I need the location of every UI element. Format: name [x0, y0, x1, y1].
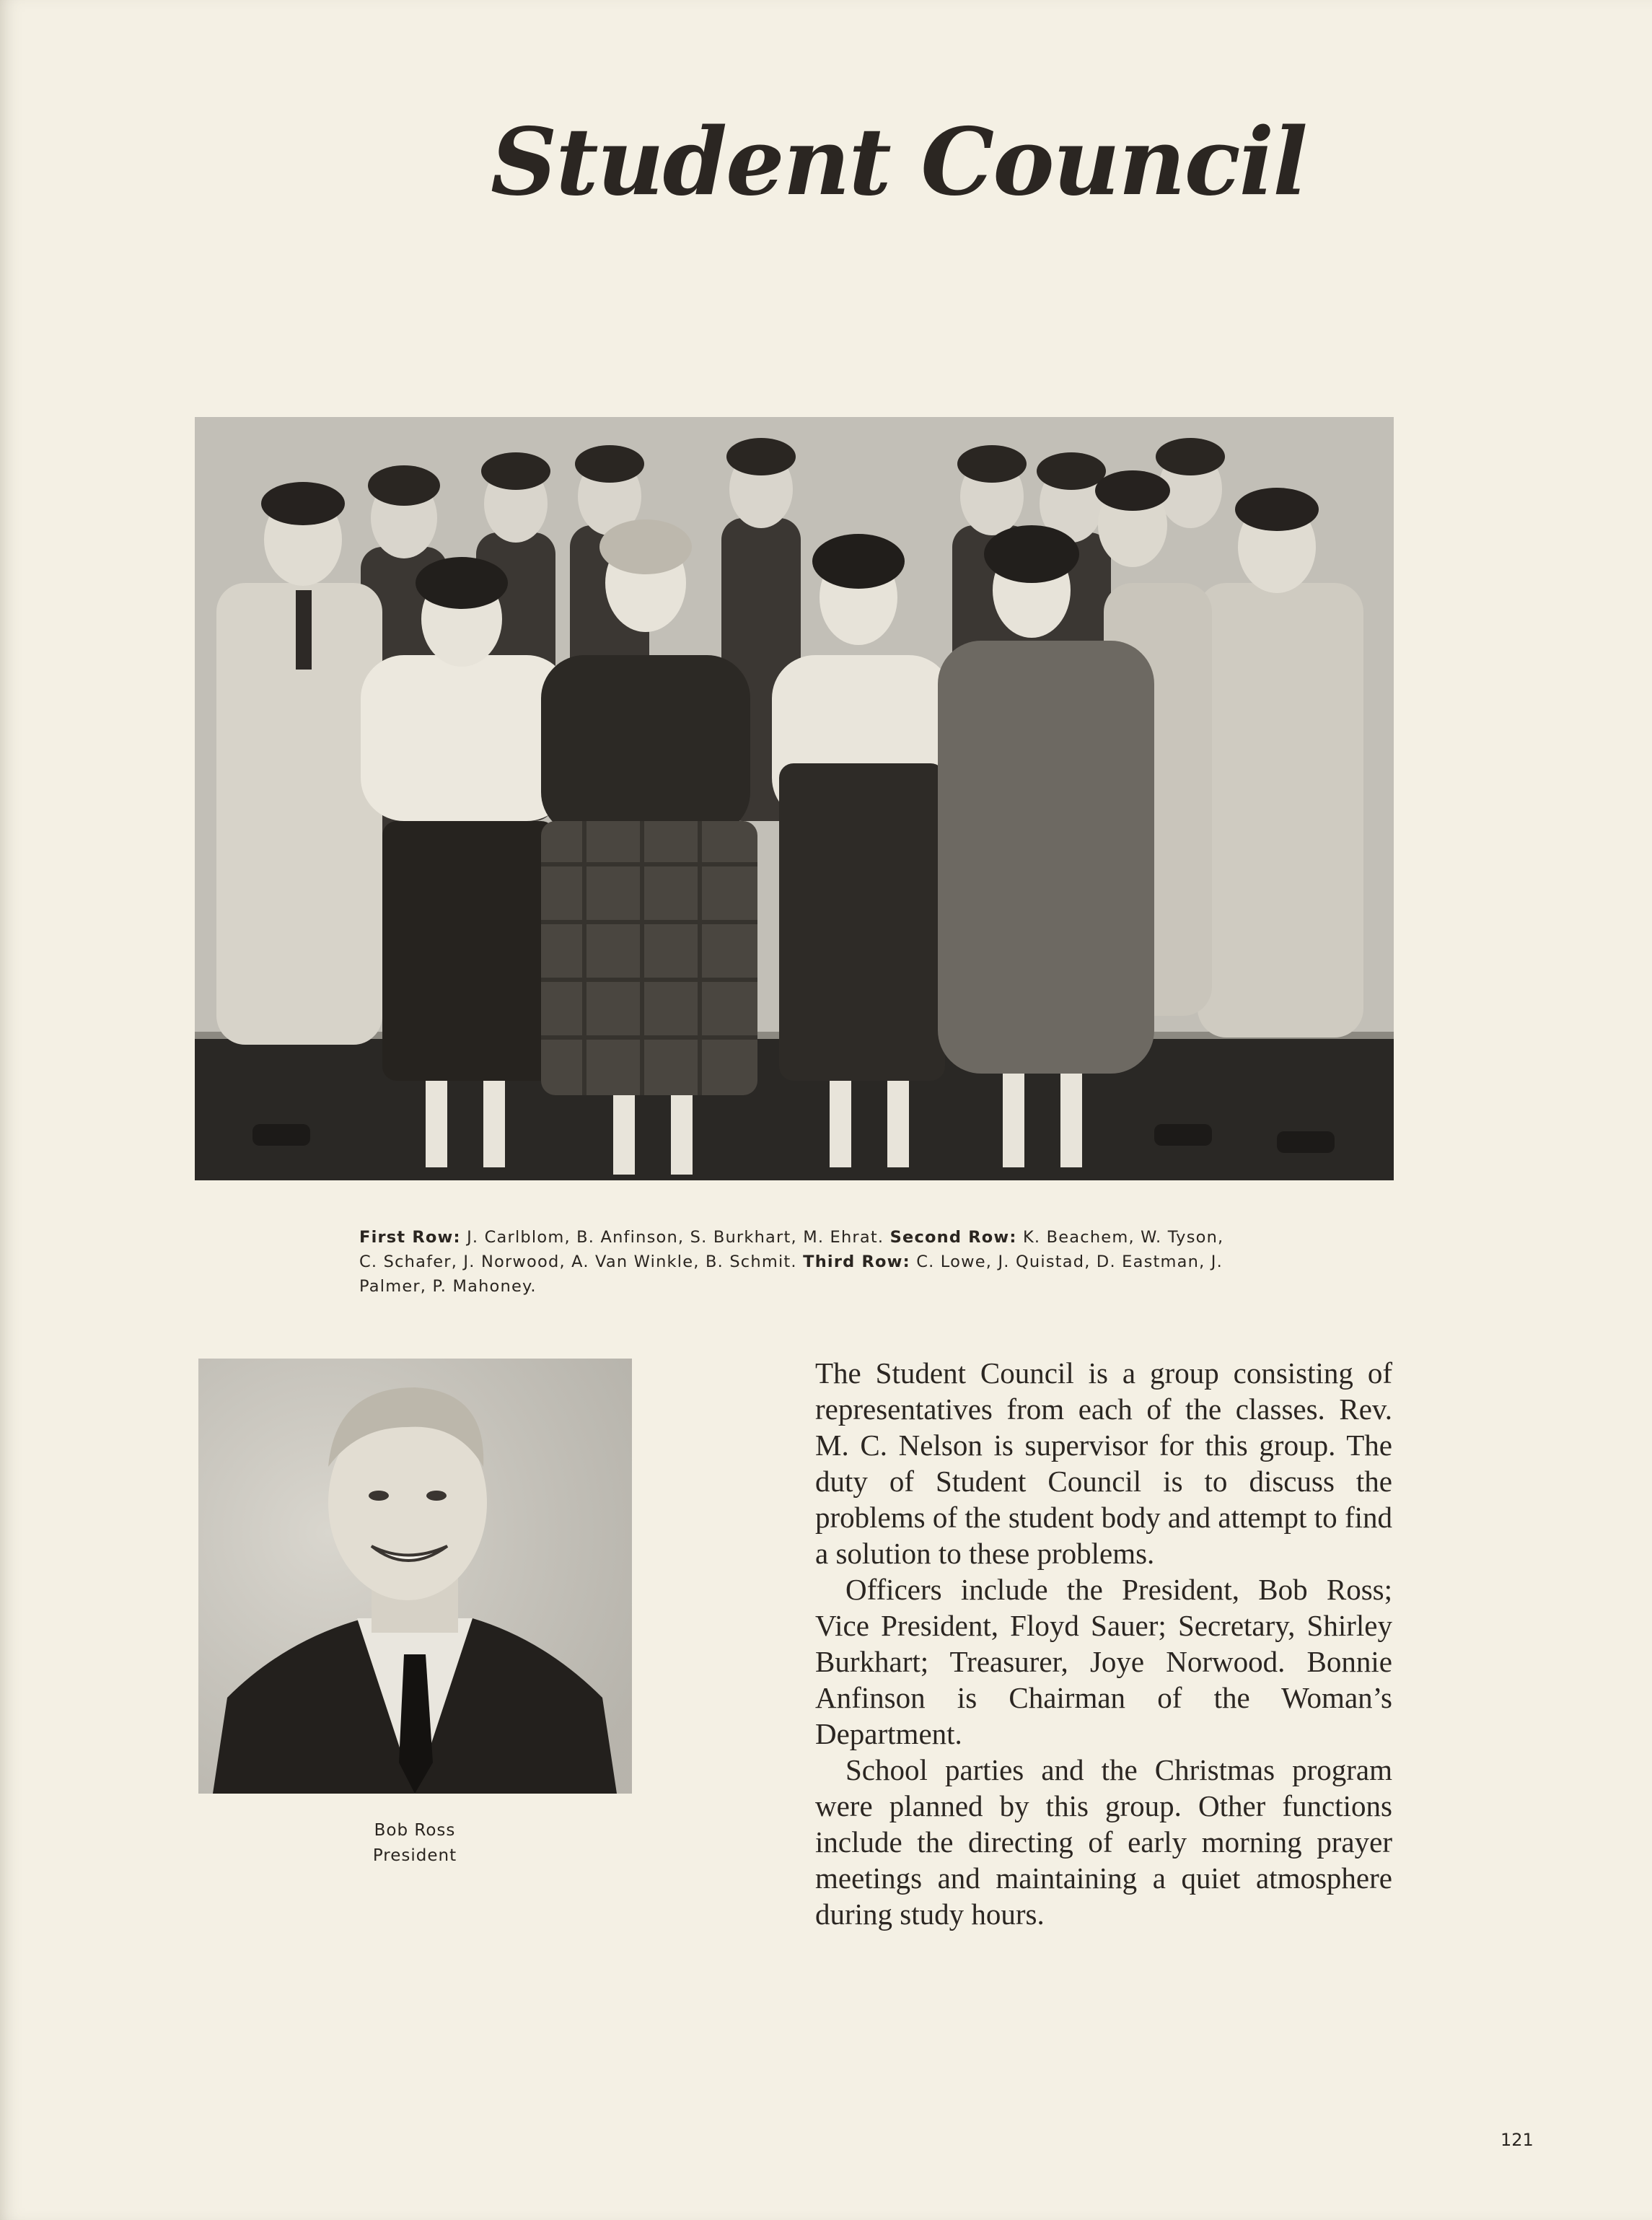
group-photo [195, 417, 1394, 1180]
caption-row1-names: J. Carlblom, B. Anfinson, S. Burkhart, M. Ehrat. [467, 1228, 884, 1247]
portrait-role: President [372, 1846, 457, 1865]
page-title: Student Council [491, 108, 1306, 216]
article-paragraph: Officers include the President, Bob Ross; Vice President, Floyd Sauer; Secretary, Shirley Burkhart; Treasurer, Joye Norwood. Bonnie Anfinson is Chairman of the Woman’s Department. [815, 1573, 1392, 1750]
caption-row1-label: First Row: [359, 1228, 461, 1247]
article-body [815, 1355, 1392, 1932]
article-paragraph: The Student Council is a group consisting of representatives from each of the classes. Rev. M. C. Nelson is supervisor for this group. The duty of Student Council is to discuss the problems of the student body and attempt to find a solution to these problems. [815, 1356, 1392, 1570]
president-portrait [198, 1359, 632, 1794]
caption-row3-names: C. Lowe, J. Quistad, D. Eastman, J. Palmer, P. Mahoney. [359, 1252, 1223, 1296]
group-photo-caption [359, 1225, 1225, 1299]
page-number: 121 [1501, 2130, 1534, 2150]
portrait-name: Bob Ross [374, 1821, 456, 1840]
caption-row3-label: Third Row: [803, 1252, 910, 1271]
caption-row2-label: Second Row: [889, 1228, 1017, 1247]
article-paragraph: School parties and the Christmas program were planned by this group. Other functions include the directing of early morning prayer meetings and maintaining a quiet atmosphere during study hours. [815, 1753, 1392, 1931]
caption-row2-names: K. Beachem, W. Tyson, C. Schafer, J. Norwood, A. Van Winkle, B. Schmit. [359, 1228, 1224, 1271]
portrait-caption [303, 1818, 527, 1869]
